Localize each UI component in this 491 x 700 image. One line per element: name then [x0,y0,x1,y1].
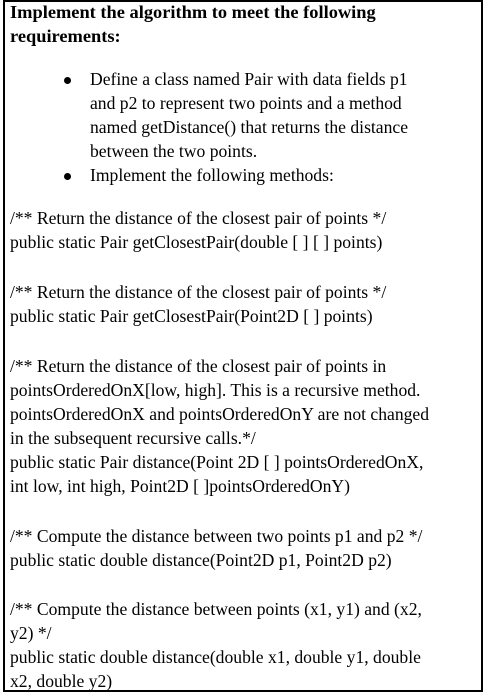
bullet-1-line-2: and p2 to represent two points and a method [90,93,402,113]
title-line-1: Implement the algorithm to meet the following [10,2,376,22]
bullet-1-line-3: named getDistance() that returns the distance [90,117,409,137]
method-block-4-signature: public static double distance(Point2D p1, Point2D p2) [10,550,392,570]
method-block-3-line-3: pointsOrderedOnX and pointsOrderedOnY are not changed [10,404,430,424]
method-block-2-comment: /** Return the distance of the closest pair of points */ [10,282,387,302]
method-block-3-line-4: in the subsequent recursive calls.*/ [10,428,256,448]
method-block-5-line-1: /** Compute the distance between points (x1, y1) and (x2, [10,599,422,619]
bullet-2-line-1: Implement the following methods: [90,165,334,185]
bullet-dot-2 [64,173,71,180]
bullet-dot-1 [64,77,71,84]
method-block-3-line-5: public static Pair distance(Point 2D [ ] pointsOrderedOnX, [10,452,424,472]
method-block-5-line-3: public static double distance(double x1, double y1, double [10,647,421,667]
method-block-3-line-6: int low, int high, Point2D [ ]pointsOrderedOnY) [10,476,350,496]
method-block-3-line-2: pointsOrderedOnX[low, high]. This is a recursive method. [10,380,421,400]
bullet-1-line-4: between the two points. [90,141,258,161]
method-block-4-comment: /** Compute the distance between two points p1 and p2 */ [10,526,423,546]
title-line-2: requirements: [10,26,121,46]
method-block-1-signature: public static Pair getClosestPair(double [ ] [ ] points) [10,232,383,252]
method-block-1-comment: /** Return the distance of the closest pair of points */ [10,208,387,228]
bullet-1-line-1: Define a class named Pair with data fields p1 [90,69,408,89]
method-block-3-line-1: /** Return the distance of the closest pair of points in [10,356,387,376]
method-block-5-line-4: x2, double y2) [10,671,113,691]
method-block-5-line-2: y2) */ [10,623,52,643]
method-block-2-signature: public static Pair getClosestPair(Point2D [ ] points) [10,306,373,326]
